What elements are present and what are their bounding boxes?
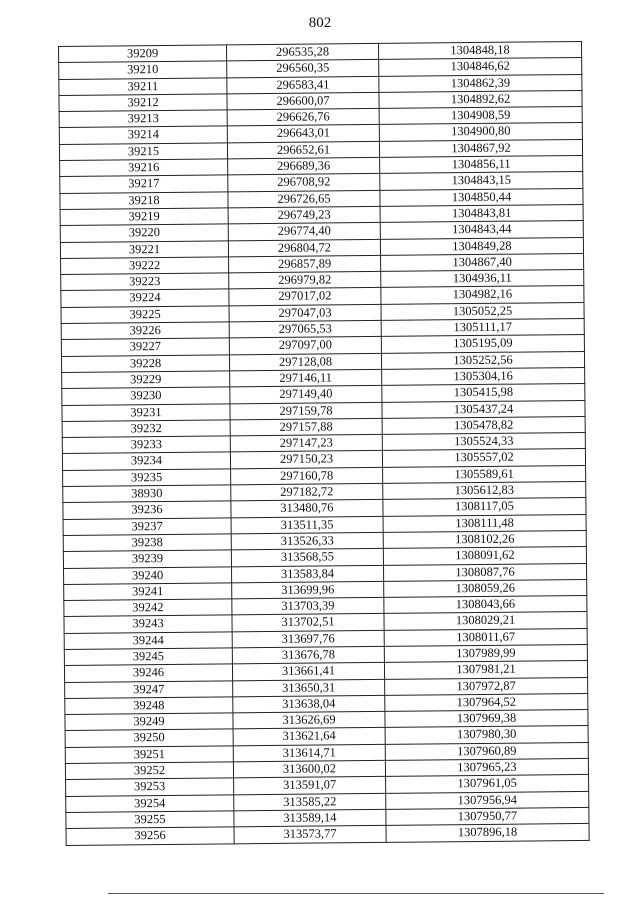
y-coordinate-cell: 1308029,21 xyxy=(384,612,587,630)
x-coordinate-cell: 313650,31 xyxy=(233,679,385,697)
y-coordinate-cell: 1304848,18 xyxy=(378,41,581,59)
point-number-cell: 39223 xyxy=(61,273,229,291)
x-coordinate-cell: 296626,76 xyxy=(227,109,379,127)
x-coordinate-cell: 297150,23 xyxy=(230,451,382,469)
x-coordinate-cell: 313585,22 xyxy=(234,793,386,811)
point-number-cell: 39222 xyxy=(61,257,229,275)
x-coordinate-cell: 296583,41 xyxy=(227,76,379,94)
y-coordinate-cell: 1308087,76 xyxy=(383,563,586,581)
point-number-cell: 39245 xyxy=(64,648,232,666)
coordinates-table-container xyxy=(58,41,590,846)
y-coordinate-cell: 1307981,21 xyxy=(384,661,587,679)
x-coordinate-cell: 297065,53 xyxy=(229,320,381,338)
point-number-cell: 39214 xyxy=(59,126,227,144)
y-coordinate-cell: 1304900,80 xyxy=(379,123,582,141)
point-number-cell: 39227 xyxy=(61,338,229,356)
y-coordinate-cell: 1308111,48 xyxy=(383,514,586,532)
y-coordinate-cell: 1308011,67 xyxy=(384,628,587,646)
y-coordinate-cell: 1308102,26 xyxy=(383,530,586,548)
x-coordinate-cell: 313583,84 xyxy=(232,565,384,583)
x-coordinate-cell: 297160,78 xyxy=(231,467,383,485)
point-number-cell: 39253 xyxy=(66,778,234,796)
y-coordinate-cell: 1307989,99 xyxy=(384,644,587,662)
point-number-cell: 39229 xyxy=(62,371,230,389)
x-coordinate-cell: 313702,51 xyxy=(232,614,384,632)
y-coordinate-cell: 1304846,62 xyxy=(379,58,582,76)
point-number-cell: 39209 xyxy=(59,45,227,63)
x-coordinate-cell: 296708,92 xyxy=(228,174,380,192)
point-number-cell: 38930 xyxy=(63,485,231,503)
point-number-cell: 39240 xyxy=(64,566,232,584)
point-number-cell: 39256 xyxy=(66,827,234,845)
y-coordinate-cell: 1305052,25 xyxy=(381,302,584,320)
x-coordinate-cell: 297017,02 xyxy=(229,288,381,306)
x-coordinate-cell: 297182,72 xyxy=(231,483,383,501)
point-number-cell: 39217 xyxy=(60,175,228,193)
point-number-cell: 39248 xyxy=(65,697,233,715)
y-coordinate-cell: 1304856,11 xyxy=(380,156,583,174)
point-number-cell: 39215 xyxy=(59,143,227,161)
x-coordinate-cell: 296726,65 xyxy=(228,190,380,208)
x-coordinate-cell: 296643,01 xyxy=(227,125,379,143)
point-number-cell: 39221 xyxy=(60,240,228,258)
y-coordinate-cell: 1307896,18 xyxy=(386,824,589,842)
y-coordinate-cell: 1305589,61 xyxy=(383,465,586,483)
bottom-divider xyxy=(108,893,604,894)
y-coordinate-cell: 1308043,66 xyxy=(384,596,587,614)
x-coordinate-cell: 297147,23 xyxy=(230,435,382,453)
y-coordinate-cell: 1304843,15 xyxy=(380,172,583,190)
x-coordinate-cell: 296979,82 xyxy=(229,272,381,290)
y-coordinate-cell: 1305478,82 xyxy=(382,416,585,434)
point-number-cell: 39224 xyxy=(61,289,229,307)
y-coordinate-cell: 1307961,05 xyxy=(386,775,589,793)
point-number-cell: 39242 xyxy=(64,599,232,617)
x-coordinate-cell: 296689,36 xyxy=(228,157,380,175)
point-number-cell: 39235 xyxy=(63,469,231,487)
point-number-cell: 39219 xyxy=(60,208,228,226)
y-coordinate-cell: 1307969,38 xyxy=(385,710,588,728)
y-coordinate-cell: 1304908,59 xyxy=(379,107,582,125)
point-number-cell: 39251 xyxy=(65,746,233,764)
x-coordinate-cell: 313703,39 xyxy=(232,597,384,615)
point-number-cell: 39210 xyxy=(59,61,227,79)
x-coordinate-cell: 313589,14 xyxy=(234,809,386,827)
y-coordinate-cell: 1308117,05 xyxy=(383,498,586,516)
point-number-cell: 39246 xyxy=(64,664,232,682)
y-coordinate-cell: 1305437,24 xyxy=(382,400,585,418)
point-number-cell: 39252 xyxy=(65,762,233,780)
x-coordinate-cell: 313697,76 xyxy=(232,630,384,648)
y-coordinate-cell: 1307965,23 xyxy=(385,759,588,777)
y-coordinate-cell: 1305111,17 xyxy=(381,319,584,337)
y-coordinate-cell: 1308091,62 xyxy=(383,547,586,565)
point-number-cell: 39241 xyxy=(64,583,232,601)
x-coordinate-cell: 296749,23 xyxy=(228,206,380,224)
point-number-cell: 39239 xyxy=(63,550,231,568)
y-coordinate-cell: 1307956,94 xyxy=(386,791,589,809)
x-coordinate-cell: 297149,40 xyxy=(230,386,382,404)
y-coordinate-cell: 1305415,98 xyxy=(382,384,585,402)
point-number-cell: 39236 xyxy=(63,501,231,519)
coordinates-table-body xyxy=(59,41,590,845)
point-number-cell: 39233 xyxy=(62,436,230,454)
y-coordinate-cell: 1304843,81 xyxy=(380,204,583,222)
x-coordinate-cell: 313626,69 xyxy=(233,712,385,730)
y-coordinate-cell: 1307950,77 xyxy=(386,807,589,825)
x-coordinate-cell: 297159,78 xyxy=(230,402,382,420)
point-number-cell: 39244 xyxy=(64,632,232,650)
point-number-cell: 39220 xyxy=(60,224,228,242)
x-coordinate-cell: 313614,71 xyxy=(233,744,385,762)
point-number-cell: 39249 xyxy=(65,713,233,731)
y-coordinate-cell: 1305195,09 xyxy=(381,335,584,353)
point-number-cell: 39247 xyxy=(65,680,233,698)
y-coordinate-cell: 1305557,02 xyxy=(382,449,585,467)
x-coordinate-cell: 296600,07 xyxy=(227,92,379,110)
y-coordinate-cell: 1307972,87 xyxy=(385,677,588,695)
point-number-cell: 39216 xyxy=(60,159,228,177)
x-coordinate-cell: 296560,35 xyxy=(227,60,379,78)
point-number-cell: 39228 xyxy=(61,355,229,373)
point-number-cell: 39238 xyxy=(63,534,231,552)
x-coordinate-cell: 313600,02 xyxy=(233,760,385,778)
y-coordinate-cell: 1304850,44 xyxy=(380,188,583,206)
x-coordinate-cell: 296804,72 xyxy=(228,239,380,257)
x-coordinate-cell: 313568,55 xyxy=(231,549,383,567)
x-coordinate-cell: 313511,35 xyxy=(231,516,383,534)
point-number-cell: 39212 xyxy=(59,94,227,112)
y-coordinate-cell: 1304867,40 xyxy=(381,253,584,271)
y-coordinate-cell: 1305612,83 xyxy=(383,481,586,499)
x-coordinate-cell: 313621,64 xyxy=(233,728,385,746)
y-coordinate-cell: 1305252,56 xyxy=(381,351,584,369)
y-coordinate-cell: 1307964,52 xyxy=(385,693,588,711)
point-number-cell: 39231 xyxy=(62,403,230,421)
y-coordinate-cell: 1308059,26 xyxy=(384,579,587,597)
y-coordinate-cell: 1305304,16 xyxy=(382,367,585,385)
x-coordinate-cell: 297157,88 xyxy=(230,418,382,436)
point-number-cell: 39255 xyxy=(66,811,234,829)
y-coordinate-cell: 1304849,28 xyxy=(380,237,583,255)
y-coordinate-cell: 1304862,39 xyxy=(379,74,582,92)
x-coordinate-cell: 313573,77 xyxy=(234,826,386,844)
x-coordinate-cell: 296774,40 xyxy=(228,223,380,241)
y-coordinate-cell: 1307960,89 xyxy=(385,742,588,760)
x-coordinate-cell: 297097,00 xyxy=(229,337,381,355)
point-number-cell: 39250 xyxy=(65,729,233,747)
point-number-cell: 39213 xyxy=(59,110,227,128)
point-number-cell: 39230 xyxy=(62,387,230,405)
x-coordinate-cell: 313591,07 xyxy=(234,777,386,795)
point-number-cell: 39226 xyxy=(61,322,229,340)
page-number: 802 xyxy=(308,15,332,31)
x-coordinate-cell: 313480,76 xyxy=(231,500,383,518)
x-coordinate-cell: 313676,78 xyxy=(232,646,384,664)
y-coordinate-cell: 1307980,30 xyxy=(385,726,588,744)
point-number-cell: 39232 xyxy=(62,420,230,438)
y-coordinate-cell: 1305524,33 xyxy=(382,433,585,451)
x-coordinate-cell: 313526,33 xyxy=(231,532,383,550)
x-coordinate-cell: 297146,11 xyxy=(230,369,382,387)
x-coordinate-cell: 313661,41 xyxy=(232,663,384,681)
y-coordinate-cell: 1304867,92 xyxy=(379,139,582,157)
y-coordinate-cell: 1304892,62 xyxy=(379,90,582,108)
point-number-cell: 39254 xyxy=(66,795,234,813)
x-coordinate-cell: 297047,03 xyxy=(229,304,381,322)
coordinates-table xyxy=(58,41,590,846)
y-coordinate-cell: 1304843,44 xyxy=(380,221,583,239)
x-coordinate-cell: 297128,08 xyxy=(229,353,381,371)
y-coordinate-cell: 1304936,11 xyxy=(381,270,584,288)
x-coordinate-cell: 313699,96 xyxy=(232,581,384,599)
point-number-cell: 39211 xyxy=(59,77,227,95)
point-number-cell: 39234 xyxy=(62,452,230,470)
x-coordinate-cell: 296857,89 xyxy=(229,255,381,273)
point-number-cell: 39225 xyxy=(61,306,229,324)
point-number-cell: 39243 xyxy=(64,615,232,633)
x-coordinate-cell: 296535,28 xyxy=(226,43,378,61)
x-coordinate-cell: 313638,04 xyxy=(233,695,385,713)
point-number-cell: 39218 xyxy=(60,192,228,210)
point-number-cell: 39237 xyxy=(63,517,231,535)
y-coordinate-cell: 1304982,16 xyxy=(381,286,584,304)
x-coordinate-cell: 296652,61 xyxy=(227,141,379,159)
